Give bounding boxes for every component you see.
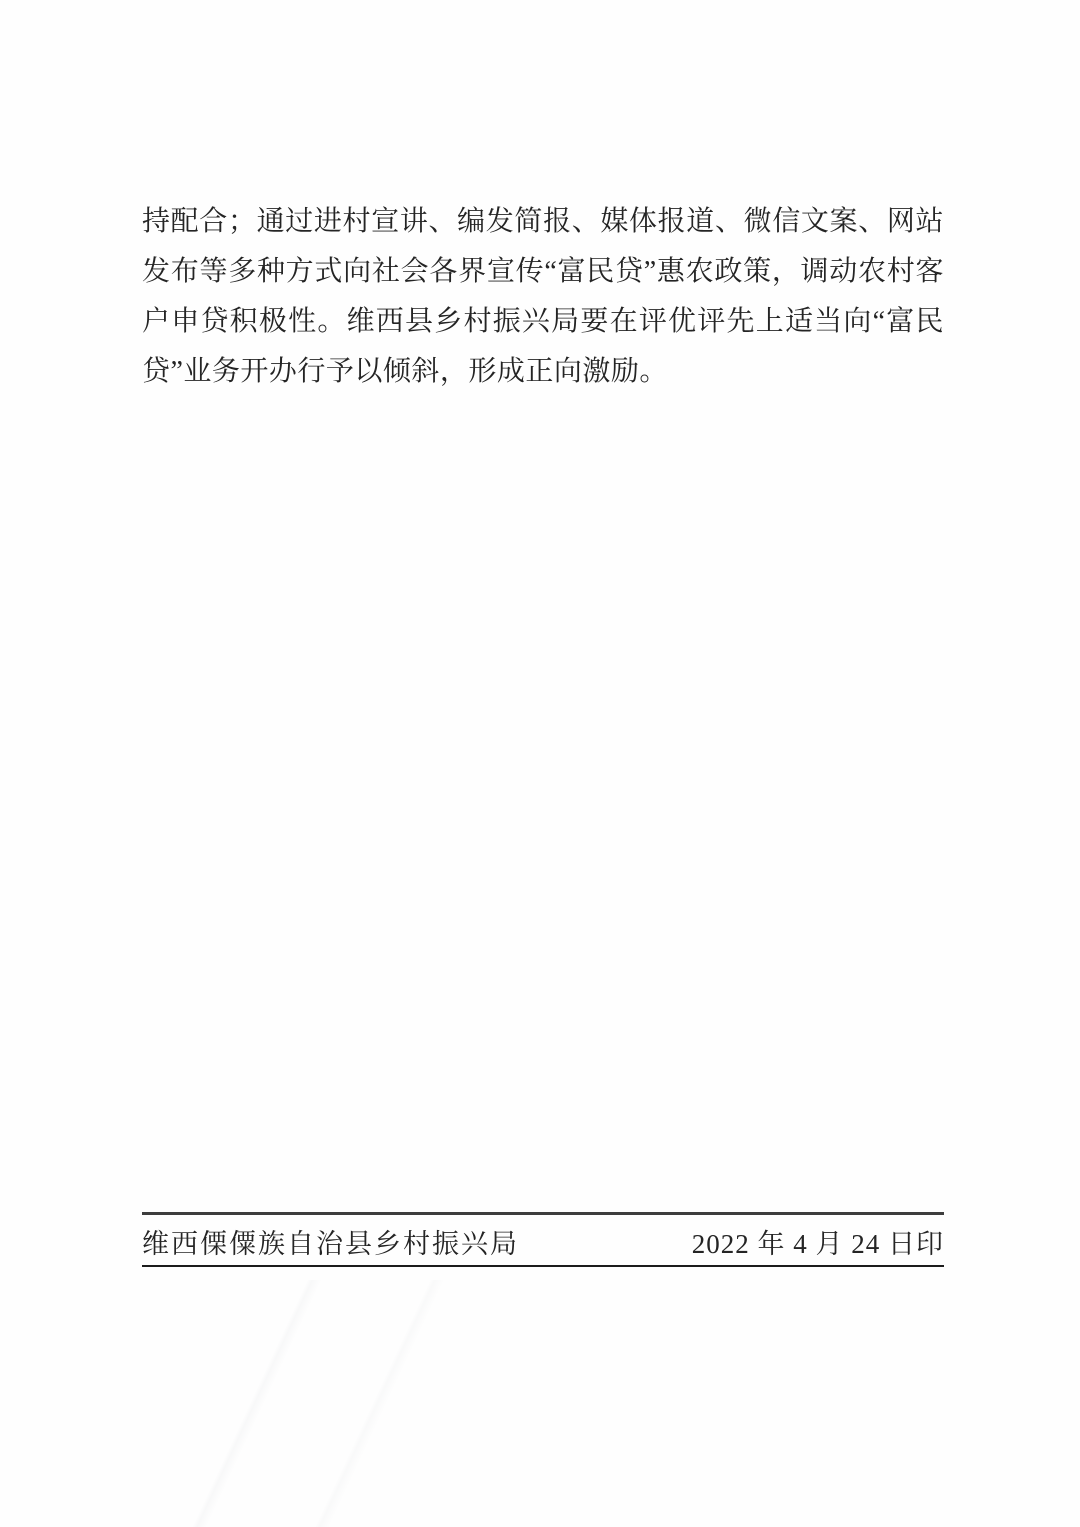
document-footer — [142, 1212, 944, 1267]
footer-rule-thin — [142, 1265, 944, 1267]
body-line-2: 发布等多种方式向社会各界宣传“富民贷”惠农政策，调动农村客 — [142, 256, 944, 287]
print-date: 2022 年 4 月 24 日印 — [691, 1229, 944, 1259]
footer-row — [142, 1215, 944, 1265]
body-line-4: 贷”业务开办行予以倾斜，形成正向激励。 — [142, 356, 668, 387]
body-line-3: 户申贷积极性。维西县乡村振兴局要在评优评先上适当向“富民 — [142, 306, 944, 337]
body-line-1: 持配合；通过进村宣讲、编发简报、媒体报道、微信文案、网站 — [142, 206, 944, 237]
scan-artifact — [160, 1280, 520, 1527]
issuer-name: 维西傈僳族自治县乡村振兴局 — [142, 1229, 519, 1259]
body-paragraph — [142, 197, 944, 397]
